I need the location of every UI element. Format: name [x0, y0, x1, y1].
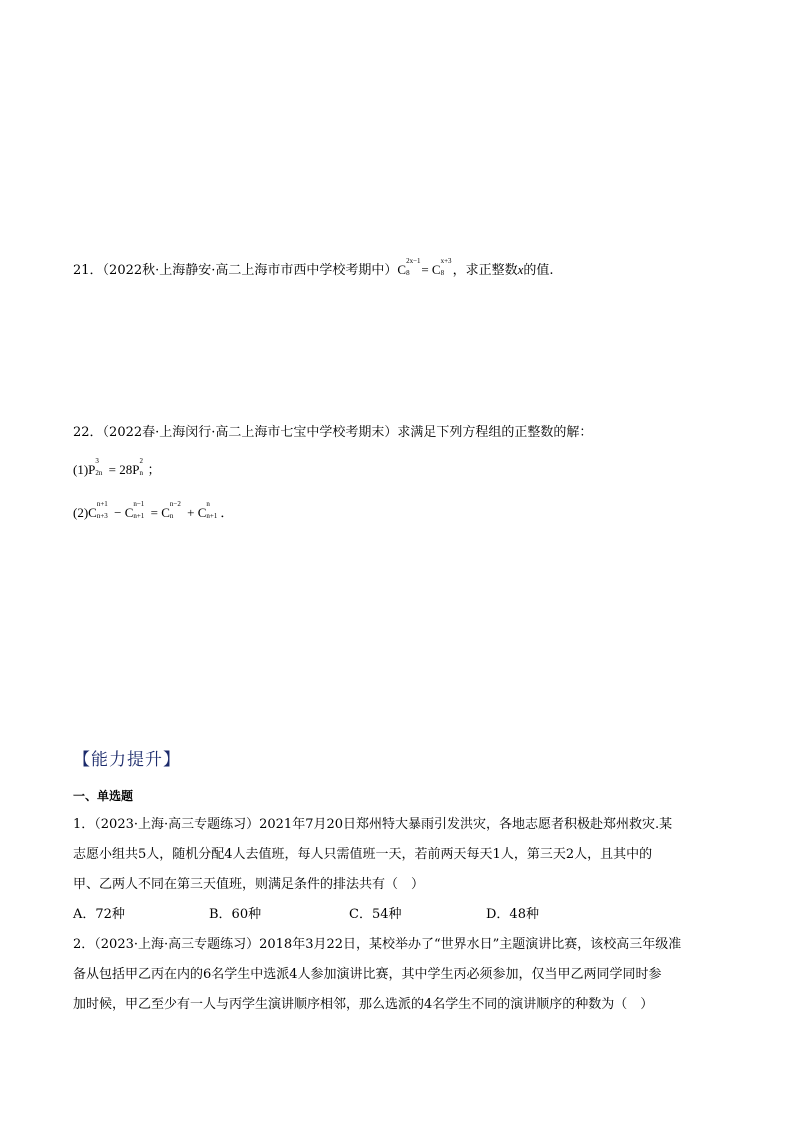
question-22: [73, 424, 592, 442]
section-title: 【能力提升】: [73, 750, 181, 770]
question-text: ，求正整数: [452, 263, 518, 278]
question-number: 21．: [73, 263, 103, 278]
option-d: D．48种: [486, 907, 539, 922]
formula-combination-left: C 2x−1 8: [397, 257, 421, 277]
question-text-end: 的值.: [523, 263, 554, 278]
question-text: 求满足下列方程组的正整数的解：: [397, 425, 593, 440]
question-1-line-3: 甲、乙两人不同在第三天值班，则满足条件的排法共有（ ）: [73, 877, 425, 892]
formula-combination-right: C x+3 8: [431, 257, 452, 277]
question-2-line-2: 备从包括甲乙丙在内的6名学生中选派4人参加演讲比赛，其中学生丙必须参加，仅当甲乙两同学同时参: [73, 967, 662, 982]
question-22-part-2: (2)C n+1 n+3 − C n−1 n+1 = C n−2 n + C n n+1 ．: [73, 500, 234, 521]
question-21: [73, 257, 554, 280]
question-22-part-1: (1)P 3 2n = 28P 2 n ；: [73, 457, 161, 478]
question-2-line-3: 加时候，甲乙至少有一人与丙学生演讲顺序相邻，那么选派的4名学生不同的演讲顺序的种数为（ ）: [73, 997, 654, 1012]
question-1-line-2: 志愿小组共5人，随机分配4人去值班，每人只需值班一天，若前两天每天1人，第三天2人，且其中的: [73, 847, 653, 862]
variable-x: x: [517, 262, 524, 277]
option-c: C．54种: [349, 907, 402, 922]
option-a: A．72种: [73, 907, 125, 922]
question-2-line-1: 2．（2023·上海·高三专题练习）2018年3月22日，某校举办了“世界水日”主题演讲比赛，该校高三年级准: [73, 937, 682, 952]
question-number: 22．: [73, 425, 103, 440]
question-source: （2022秋·上海静安·高二上海市市西中学校考期中）: [102, 263, 398, 278]
section-subtitle: 一、单选题: [73, 789, 134, 803]
equals-sign: =: [418, 262, 432, 277]
question-source: （2022春·上海闵行·高二上海市七宝中学校考期末）: [102, 425, 398, 440]
option-b: B．60种: [209, 907, 262, 922]
question-1-line-1: 1．（2023·上海·高三专题练习）2021年7月20日郑州特大暴雨引发洪灾，各地志愿者积极赴郑州救灾.某: [73, 817, 673, 832]
